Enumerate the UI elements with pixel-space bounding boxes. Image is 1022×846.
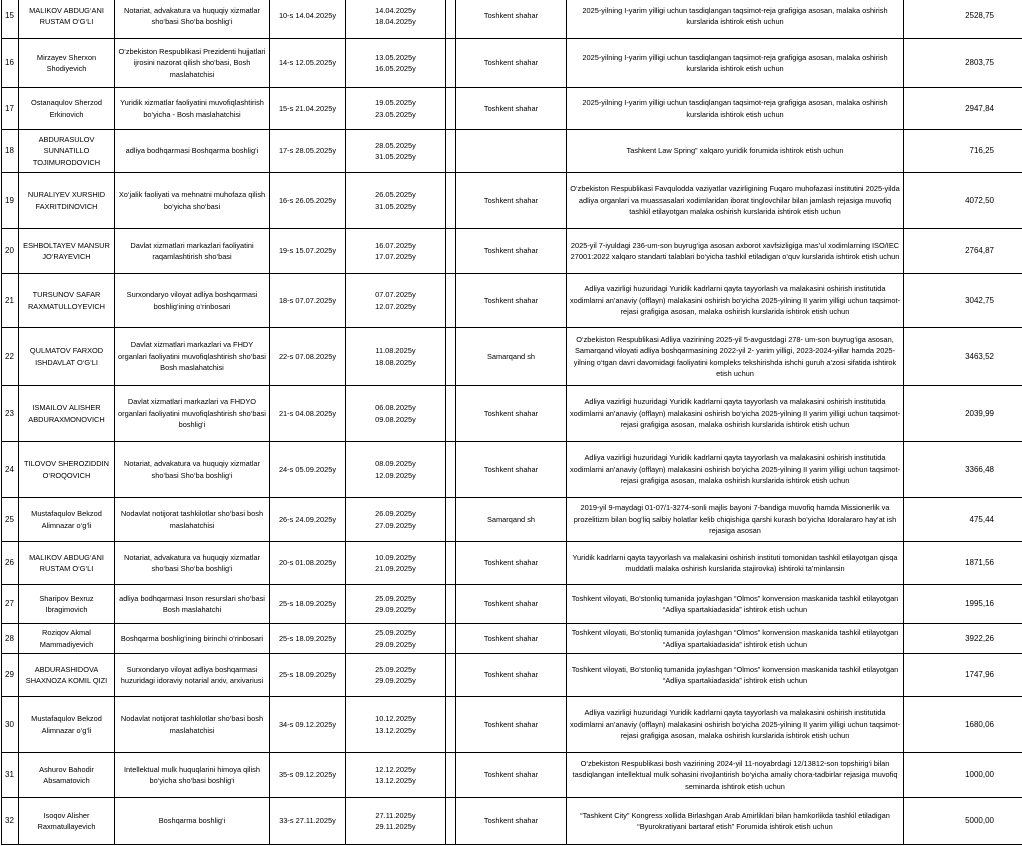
employee-name: ABDURASHIDOVA SHAXNOZA KOMIL QIZI xyxy=(19,654,115,697)
trip-purpose: Toshkent viloyati, Bo‘stonliq tumanida joylashgan “Olmos” konvension maskanida tashkil etilayotgan “Adliya spartakiadasida” ishtirok etish uchun xyxy=(567,585,904,624)
trip-purpose: Toshkent viloyati, Bo‘stonliq tumanida joylashgan “Olmos” konvension maskanida tashkil etilayotgan “Adliya spartakiadasida” ishtirok etish uchun xyxy=(567,624,904,654)
trip-dates: 27.11.2025y 29.11.2025y xyxy=(346,798,446,845)
trip-amount: 716,25 xyxy=(904,130,1022,173)
table-row xyxy=(2,498,1022,542)
table-row xyxy=(2,442,1022,498)
destination: Toshkent shahar xyxy=(456,442,567,498)
order-number: 25-s 18.09.2025y xyxy=(270,624,346,654)
employee-name: Roziqov Akmal Mammadiyevich xyxy=(19,624,115,654)
destination: Toshkent shahar xyxy=(456,542,567,585)
order-number: 21-s 04.08.2025y xyxy=(270,386,346,442)
trip-amount: 1000,00 xyxy=(904,753,1022,798)
destination: Toshkent shahar xyxy=(456,88,567,130)
employee-name: ESHBOLTAYEV MANSUR JO‘RAYEVICH xyxy=(19,229,115,274)
employee-position: Nodavlat notijorat tashkilotlar sho‘basi bosh maslahatchisi xyxy=(115,498,270,542)
trip-purpose: Tashkent Law Spring” xalqaro yuridik forumida ishtirok etish uchun xyxy=(567,130,904,173)
trip-dates: 12.12.2025y 13.12.2025y xyxy=(346,753,446,798)
employee-position: Surxondaryo viloyat adliya boshqarmasi boshlig‘ining o‘rinbosari xyxy=(115,274,270,328)
trip-dates: 13.05.2025y 16.05.2025y xyxy=(346,39,446,88)
employee-position: adliya bodhqarmasi Inson resurslari sho‘basi Bosh maslahatchi xyxy=(115,585,270,624)
employee-position: O‘zbekiston Respublikasi Prezidenti hujjatlari ijrosini nazorat qilish sho‘basi, Bosh maslahatchisi xyxy=(115,39,270,88)
employee-position: Davlat xizmatlari markazlari va FHDY organlari faoliyatini muvofiqlashtirish sho‘basi Bosh maslahatchisi xyxy=(115,328,270,386)
destination: Toshkent shahar xyxy=(456,39,567,88)
spacer-cell xyxy=(446,498,456,542)
employee-name: Sharipov Bexruz Ibragimovich xyxy=(19,585,115,624)
order-number: 24-s 05.09.2025y xyxy=(270,442,346,498)
order-number: 34-s 09.12.2025y xyxy=(270,697,346,753)
trip-purpose: Adliya vazirligi huzuridagi Yuridik kadrlarni qayta tayyorlash va malakasini oshirish institutida xodimlarni an’anaviy (offlayn) malakasini oshirish bo‘yicha 2025-yilning II yarim yilligi uchun taqsimot-rejasi grafigiga asosan, malaka oshirish kurslarida ishtirok etish uchun xyxy=(567,386,904,442)
table-row xyxy=(2,39,1022,88)
order-number: 10-s 14.04.2025y xyxy=(270,0,346,39)
row-number: 28 xyxy=(2,624,19,654)
employee-position: Notariat, advakatura va huquqiy xizmatlar sho‘basi Sho‘ba boshlig‘i xyxy=(115,542,270,585)
order-number: 19-s 15.07.2025y xyxy=(270,229,346,274)
trip-dates: 25.09.2025y 29.09.2025y xyxy=(346,585,446,624)
employee-position: Yuridik xizmatlar faoliyatini muvofiqlashtirish bo‘yicha - Bosh maslahatchisi xyxy=(115,88,270,130)
employee-position: Nodavlat notijorat tashkilotlar sho‘basi bosh maslahatchisi xyxy=(115,697,270,753)
employee-name: Ashurov Bahodir Absamatovich xyxy=(19,753,115,798)
trip-purpose: Yuridik kadrlarni qayta tayyorlash va malakasini oshirish instituti tomonidan tashkil etilayotgan qisqa muddatli malaka oshirish kurslarida stajirovka) ishtiroki ta’minlansin xyxy=(567,542,904,585)
trip-purpose: 2019-yil 9-maydagi 01-07/1-3274-sonli majlis bayoni 7-bandiga muvofiq hamda Missionerlik va prozelitizm bilan bog‘liq salbiy holatlar kelib chiqishiga qarshi kurash bo‘yicha Idoralararo hay’at ish rejasiga asosan xyxy=(567,498,904,542)
employee-position: Boshqarma boshlig‘i xyxy=(115,798,270,845)
trip-purpose: 2025-yilning I-yarim yilligi uchun tasdiqlangan taqsimot-reja grafigiga asosan, malaka oshirish kurslarida ishtirok etish uchun xyxy=(567,0,904,39)
trip-dates: 26.05.2025y 31.05.2025y xyxy=(346,173,446,229)
trip-dates: 25.09.2025y 29.09.2025y xyxy=(346,654,446,697)
order-number: 25-s 18.09.2025y xyxy=(270,654,346,697)
trip-amount: 1680,06 xyxy=(904,697,1022,753)
trip-amount: 2528,75 xyxy=(904,0,1022,39)
employee-position: Davlat xizmatlari markazlari faoliyatini raqamlashtirish sho‘basi xyxy=(115,229,270,274)
destination: Toshkent shahar xyxy=(456,386,567,442)
trip-purpose: Adliya vazirligi huzuridagi Yuridik kadrlarni qayta tayyorlash va malakasini oshirish institutida xodimlarni an’anaviy (offlayn) malakasini oshirish bo‘yicha 2025-yilning II yarim yilligi uchun taqsimot-rejasi grafigiga asosan, malaka oshirish kurslarida ishtirok etish uchun xyxy=(567,697,904,753)
row-number: 32 xyxy=(2,798,19,845)
table-row xyxy=(2,0,1022,39)
employee-position: Davlat xizmatlari markazlari va FHDYO organlari faoliyatini muvofiqlashtirish sho‘basi boshlig‘i xyxy=(115,386,270,442)
order-number: 16-s 26.05.2025y xyxy=(270,173,346,229)
employee-name: Mustafaqulov Bekzod Alimnazar o‘g‘li xyxy=(19,498,115,542)
row-number: 22 xyxy=(2,328,19,386)
destination: Toshkent shahar xyxy=(456,585,567,624)
trip-amount: 2947,84 xyxy=(904,88,1022,130)
spacer-cell xyxy=(446,386,456,442)
order-number: 33-s 27.11.2025y xyxy=(270,798,346,845)
trip-dates: 10.09.2025y 21.09.2025y xyxy=(346,542,446,585)
trip-purpose: O‘zbekiston Respublikasi Adliya vazirining 2025-yil 5-avgustdagi 278- um-son buyrug‘iga asosan, Samarqand viloyati adliya boshqarmasining 2022-yil 2- yarim yilligi, 2023-2024-yillar hamda 2025-yilning o‘tgan davri davomidagi faoliyatini kompleks tekshirishda ishchi guruh a’zosi sifatida ishtirok etish uchun xyxy=(567,328,904,386)
trip-dates: 14.04.2025y 18.04.2025y xyxy=(346,0,446,39)
spacer-cell xyxy=(446,697,456,753)
employee-position: Notariat, advakatura va huquqiy xizmatlar sho‘basi Sho‘ba boshlig‘i xyxy=(115,442,270,498)
destination: Toshkent shahar xyxy=(456,697,567,753)
trip-purpose: Toshkent viloyati, Bo‘stonliq tumanida joylashgan “Olmos” konvension maskanida tashkil etilayotgan “Adliya spartakiadasida” ishtirok etish uchun xyxy=(567,654,904,697)
employee-name: ABDURASULOV SUNNATILLO TOJIMURODOVICH xyxy=(19,130,115,173)
trip-dates: 06.08.2025y 09.08.2025y xyxy=(346,386,446,442)
trip-amount: 3366,48 xyxy=(904,442,1022,498)
row-number: 21 xyxy=(2,274,19,328)
table-row xyxy=(2,585,1022,624)
employee-position: Notariat, advakatura va huquqiy xizmatlar sho‘basi Sho‘ba boshlig‘i xyxy=(115,0,270,39)
trip-dates: 19.05.2025y 23.05.2025y xyxy=(346,88,446,130)
spacer-cell xyxy=(446,585,456,624)
row-number: 20 xyxy=(2,229,19,274)
employee-name: MALIKOV ABDUG‘ANI RUSTAM O‘G‘LI xyxy=(19,0,115,39)
row-number: 25 xyxy=(2,498,19,542)
destination: Toshkent shahar xyxy=(456,753,567,798)
table-row xyxy=(2,328,1022,386)
order-number: 25-s 18.09.2025y xyxy=(270,585,346,624)
spacer-cell xyxy=(446,328,456,386)
trip-dates: 08.09.2025y 12.09.2025y xyxy=(346,442,446,498)
trip-purpose: Adliya vazirligi huzuridagi Yuridik kadrlarni qayta tayyorlash va malakasini oshirish institutida xodimlarni an’anaviy (offlayn) malakasini oshirish bo‘yicha 2025-yilning II yarim yilligi uchun taqsimot-rejasi grafigiga asosan, malaka oshirish kurslarida ishtirok etish uchun xyxy=(567,442,904,498)
spacer-cell xyxy=(446,173,456,229)
row-number: 26 xyxy=(2,542,19,585)
order-number: 14-s 12.05.2025y xyxy=(270,39,346,88)
trip-amount: 1871,56 xyxy=(904,542,1022,585)
table-row xyxy=(2,654,1022,697)
destination: Toshkent shahar xyxy=(456,229,567,274)
spacer-cell xyxy=(446,274,456,328)
row-number: 30 xyxy=(2,697,19,753)
row-number: 19 xyxy=(2,173,19,229)
destination: Toshkent shahar xyxy=(456,0,567,39)
trip-purpose: 2025-yil 7-iyuldagi 236-um-son buyrug‘iga asosan axborot xavfsizligiga mas’ul xodimlarning ISO/IEC 27001:2022 xalqaro standarti talablari bo‘yicha tashkil etiladigan o‘quv kurslarida ishtirok etish uchun xyxy=(567,229,904,274)
table-row xyxy=(2,274,1022,328)
trip-purpose: O‘zbekiston Respublikasi bosh vazirining 2024-yil 11-noyabrdagi 12/13812-son topshirig‘i bilan tasdiqlangan intellektual mulk sohasini rivojlantirish bo‘yicha amaliy chora-tadbirlar rejasiga muvofiq seminarda ishtirok etish uchun xyxy=(567,753,904,798)
trip-dates: 16.07.2025y 17.07.2025y xyxy=(346,229,446,274)
trip-amount: 3042,75 xyxy=(904,274,1022,328)
trip-amount: 4072,50 xyxy=(904,173,1022,229)
trip-dates: 10.12.2025y 13.12.2025y xyxy=(346,697,446,753)
trip-amount: 2764,87 xyxy=(904,229,1022,274)
spacer-cell xyxy=(446,88,456,130)
table-row xyxy=(2,386,1022,442)
order-number: 35-s 09.12.2025y xyxy=(270,753,346,798)
spacer-cell xyxy=(446,229,456,274)
trip-dates: 25.09.2025y 29.09.2025y xyxy=(346,624,446,654)
spacer-cell xyxy=(446,130,456,173)
order-number: 20-s 01.08.2025y xyxy=(270,542,346,585)
employee-name: ISMAILOV ALISHER ABDURAXMONOVICH xyxy=(19,386,115,442)
destination: Samarqand sh xyxy=(456,328,567,386)
trip-amount: 475,44 xyxy=(904,498,1022,542)
destination: Samarqand sh xyxy=(456,498,567,542)
spacer-cell xyxy=(446,798,456,845)
trip-dates: 28.05.2025y 31.05.2025y xyxy=(346,130,446,173)
trip-amount: 1747,96 xyxy=(904,654,1022,697)
trip-amount: 1995,16 xyxy=(904,585,1022,624)
spacer-cell xyxy=(446,39,456,88)
trip-amount: 3922,26 xyxy=(904,624,1022,654)
table-row xyxy=(2,88,1022,130)
order-number: 15-s 21.04.2025y xyxy=(270,88,346,130)
employee-position: Surxondaryo viloyat adliya boshqarmasi huzuridagi idoraviy notarial arxiv, arxivariusi xyxy=(115,654,270,697)
trip-amount: 3463,52 xyxy=(904,328,1022,386)
employee-position: Intellektual mulk huquqlarini himoya qilish bo‘yicha sho‘basi boshlig‘i xyxy=(115,753,270,798)
row-number: 17 xyxy=(2,88,19,130)
row-number: 27 xyxy=(2,585,19,624)
table-row xyxy=(2,229,1022,274)
spacer-cell xyxy=(446,542,456,585)
order-number: 17-s 28.05.2025y xyxy=(270,130,346,173)
table-row xyxy=(2,753,1022,798)
business-trip-table xyxy=(1,0,1022,845)
row-number: 31 xyxy=(2,753,19,798)
spacer-cell xyxy=(446,442,456,498)
row-number: 18 xyxy=(2,130,19,173)
spacer-cell xyxy=(446,753,456,798)
employee-name: TURSUNOV SAFAR RAXMATULLOYEVICH xyxy=(19,274,115,328)
destination: Toshkent shahar xyxy=(456,624,567,654)
table-row xyxy=(2,173,1022,229)
spacer-cell xyxy=(446,654,456,697)
table-row xyxy=(2,798,1022,845)
destination: Toshkent shahar xyxy=(456,173,567,229)
order-number: 22-s 07.08.2025y xyxy=(270,328,346,386)
trip-dates: 07.07.2025y 12.07.2025y xyxy=(346,274,446,328)
employee-name: Mirzayev Sherxon Shodiyevich xyxy=(19,39,115,88)
employee-position: Xo‘jalik faoliyati va mehnatni muhofaza qilish bo‘yicha sho‘basi xyxy=(115,173,270,229)
table-row xyxy=(2,130,1022,173)
row-number: 24 xyxy=(2,442,19,498)
spacer-cell xyxy=(446,624,456,654)
table-body xyxy=(2,0,1022,845)
employee-name: MALIKOV ABDUG‘ANI RUSTAM O‘G‘LI xyxy=(19,542,115,585)
row-number: 23 xyxy=(2,386,19,442)
employee-position: adliya bodhqarmasi Boshqarma boshlig‘i xyxy=(115,130,270,173)
row-number: 15 xyxy=(2,0,19,39)
employee-name: TILOVOV SHEROZIDDIN O‘ROQOVICH xyxy=(19,442,115,498)
destination: Toshkent shahar xyxy=(456,274,567,328)
trip-amount: 5000,00 xyxy=(904,798,1022,845)
spacer-cell xyxy=(446,0,456,39)
row-number: 16 xyxy=(2,39,19,88)
order-number: 26-s 24.09.2025y xyxy=(270,498,346,542)
table-row xyxy=(2,624,1022,654)
trip-purpose: 2025-yilning I-yarim yilligi uchun tasdiqlangan taqsimot-reja grafigiga asosan, malaka oshirish kurslarida ishtirok etish uchun xyxy=(567,39,904,88)
employee-name: Isoqov Alisher Raxmatullayevich xyxy=(19,798,115,845)
table-row xyxy=(2,542,1022,585)
employee-name: QULMATOV FARXOD ISHDAVLAT O‘G‘LI xyxy=(19,328,115,386)
trip-purpose: O‘zbekiston Respublikasi Favqulodda vaziyatlar vazirligining Fuqaro muhofazasi institutini 2025-yilda adliya organlari va muassasalari xodimlaridan iborat tinglovchilar bilan jamlash rejasiga muvofiq tashkil etilayotgan malaka oshirish kurslarida ishtirok etish uchun xyxy=(567,173,904,229)
trip-dates: 11.08.2025y 18.08.2025y xyxy=(346,328,446,386)
trip-dates: 26.09.2025y 27.09.2025y xyxy=(346,498,446,542)
trip-amount: 2039,99 xyxy=(904,386,1022,442)
destination xyxy=(456,130,567,173)
employee-position: Boshqarma boshlig‘ining birinchi o‘rinbosari xyxy=(115,624,270,654)
destination: Toshkent shahar xyxy=(456,654,567,697)
employee-name: Mustafaqulov Bekzod Alimnazar o‘g‘li xyxy=(19,697,115,753)
employee-name: NURALIYEV XURSHID FAXRITDINOVICH xyxy=(19,173,115,229)
trip-purpose: Adliya vazirligi huzuridagi Yuridik kadrlarni qayta tayyorlash va malakasini oshirish institutida xodimlarni an’anaviy (offlayn) malakasini oshirish bo‘yicha 2025-yilning II yarim yilligi uchun taqsimot-rejasi grafigiga asosan, malaka oshirish kurslarida ishtirok etish uchun xyxy=(567,274,904,328)
trip-purpose: 2025-yilning I-yarim yilligi uchun tasdiqlangan taqsimot-reja grafigiga asosan, malaka oshirish kurslarida ishtirok etish uchun xyxy=(567,88,904,130)
destination: Toshkent shahar xyxy=(456,798,567,845)
employee-name: Ostanaqulov Sherzod Erkinovich xyxy=(19,88,115,130)
trip-purpose: “Tashkent City” Kongress xollida Birlashgan Arab Amirliklari bilan hamkorlikda tashkil etiladigan “Byurokratiyani bartaraf etish” Forumida ishtirok etish uchun xyxy=(567,798,904,845)
table-row xyxy=(2,697,1022,753)
trip-amount: 2803,75 xyxy=(904,39,1022,88)
order-number: 18-s 07.07.2025y xyxy=(270,274,346,328)
row-number: 29 xyxy=(2,654,19,697)
